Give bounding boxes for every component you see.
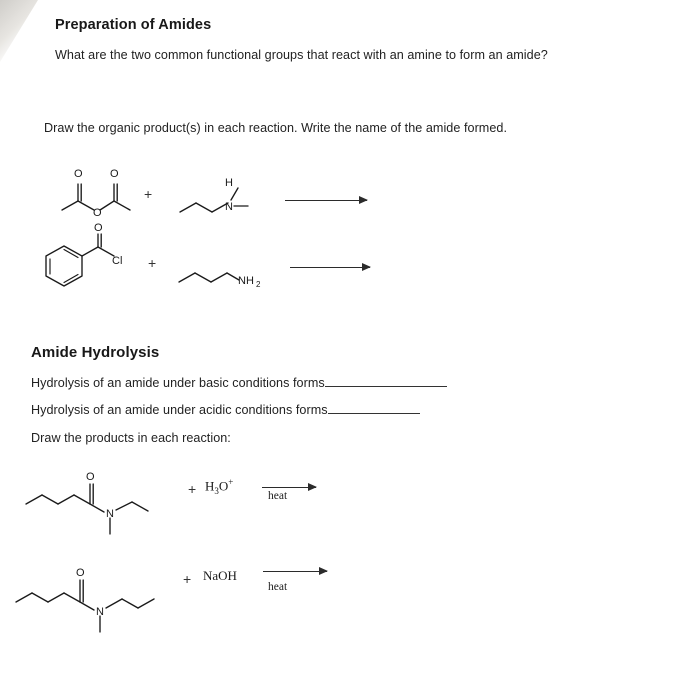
reaction-arrow-4	[263, 567, 327, 577]
structure-acetic-anhydride	[56, 162, 146, 224]
atom-label-n: N	[225, 201, 233, 213]
atom-label-o-bridge: O	[93, 207, 102, 219]
arrow-label-heat-3: heat	[268, 490, 288, 502]
page-corner-artifact	[0, 0, 38, 62]
reaction-arrow-2	[290, 263, 370, 273]
atom-label-n: N	[96, 606, 104, 618]
structure-n-methyl-amide-basic	[12, 552, 177, 624]
atom-label-h: H	[225, 177, 233, 189]
answer-blank-basic[interactable]	[325, 375, 447, 387]
structure-n-methyl-amide-acidic	[22, 458, 182, 526]
atom-label-o: O	[76, 567, 85, 579]
atom-label-cl: Cl	[112, 255, 123, 267]
reagent-hydronium	[205, 477, 233, 496]
atom-label-o2: O	[110, 168, 119, 180]
hydrolysis-acidic-line	[31, 402, 420, 417]
atom-label-nh2-subscript: 2	[256, 280, 261, 289]
reagent-charge: +	[228, 477, 234, 487]
hydrolysis-basic-text: Hydrolysis of an amide under basic conditions forms	[31, 376, 325, 390]
preparation-question-text: What are the two common functional groups that react with an amine to form an amide?	[55, 48, 548, 62]
reaction-arrow-1	[285, 196, 367, 206]
plus-sign-reaction-2: +	[148, 255, 157, 271]
structure-secondary-amine	[176, 176, 256, 224]
section-heading-preparation-of-amides: Preparation of Amides	[55, 17, 212, 33]
atom-label-n: N	[106, 508, 114, 520]
reagent-h: H	[205, 478, 215, 494]
hydrolysis-instruction-text: Draw the products in each reaction:	[31, 431, 231, 445]
reagent-o: O	[218, 478, 229, 494]
plus-sign-reaction-3: +	[188, 481, 197, 497]
answer-blank-acidic[interactable]	[328, 402, 420, 414]
atom-label-nh2: NH	[238, 275, 254, 287]
arrow-label-heat-4: heat	[268, 581, 288, 593]
plus-sign-reaction-4: +	[183, 571, 192, 587]
reagent-sodium-hydroxide: NaOH	[203, 568, 237, 583]
hydrolysis-acidic-text: Hydrolysis of an amide under acidic conditions forms	[31, 403, 328, 417]
structure-propylamine	[175, 252, 275, 294]
structure-benzoyl-chloride	[36, 222, 146, 300]
preparation-instruction-text: Draw the organic product(s) in each reaction. Write the name of the amide formed.	[44, 121, 508, 135]
atom-label-o1: O	[74, 168, 83, 180]
atom-label-o: O	[86, 471, 95, 483]
section-heading-amide-hydrolysis: Amide Hydrolysis	[31, 344, 160, 361]
hydrolysis-basic-line	[31, 375, 447, 390]
reagent-h-subscript: 3	[214, 485, 219, 496]
plus-sign-reaction-1: +	[144, 186, 153, 202]
atom-label-o: O	[94, 222, 103, 234]
